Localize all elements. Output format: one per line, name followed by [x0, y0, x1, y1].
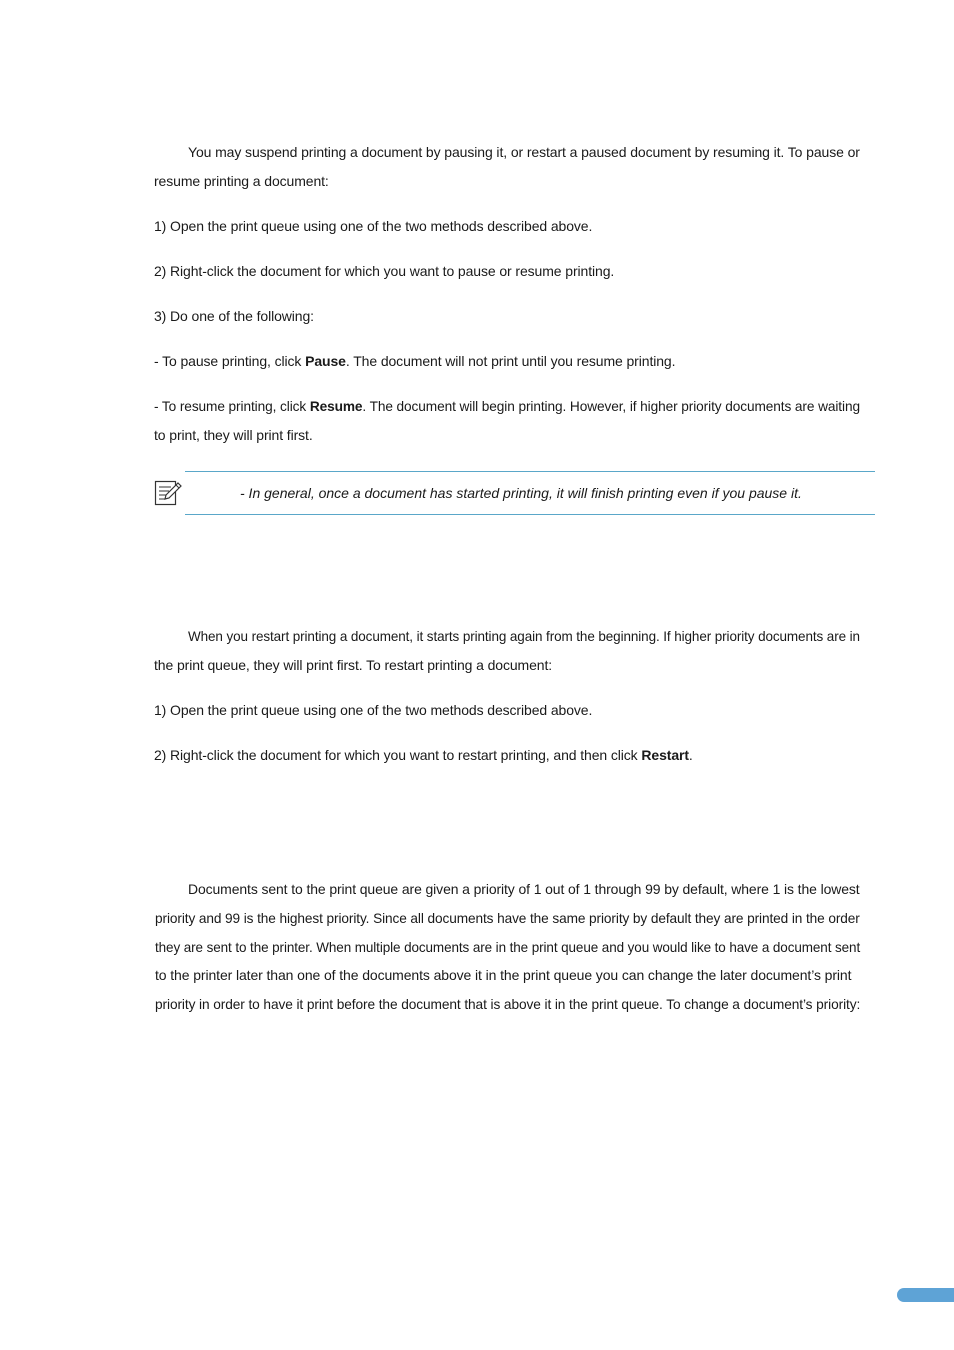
- pause-step-3: 3) Do one of the following:: [154, 308, 314, 324]
- priority-line-2: priority and 99 is the highest priority. Since all documents have the same priority by default they are printed in the order: [155, 910, 860, 926]
- restart-keyword: Restart: [641, 747, 689, 763]
- pause-keyword: Pause: [305, 353, 346, 369]
- priority-line-5: priority in order to have it print before the document that is above it in the print queue. To change a document’s priority:: [155, 996, 861, 1012]
- resume-instruction-line-2: to print, they will print first.: [154, 427, 313, 443]
- restart-step-1: 1) Open the print queue using one of the two methods described above.: [154, 702, 593, 718]
- pause-instruction-suffix: . The document will not print until you resume printing.: [345, 353, 676, 369]
- restart-step-2-suffix: .: [688, 747, 693, 763]
- pause-intro-line-2: resume printing a document:: [154, 173, 329, 189]
- priority-line-4: to the printer later than one of the documents above it in the print queue you can change the later document’s print: [155, 967, 852, 983]
- pause-instruction: [154, 352, 675, 370]
- restart-intro-line-1: When you restart printing a document, it starts printing again from the beginning. If higher priority documents are in: [188, 628, 860, 644]
- resume-instruction: [154, 397, 860, 415]
- resume-instruction-suffix: . The document will begin printing. However, if higher priority documents are waiting: [362, 398, 860, 414]
- resume-keyword: Resume: [309, 398, 363, 414]
- pause-instruction-prefix: - To pause printing, click: [154, 353, 306, 369]
- note-text: - In general, once a document has started printing, it will finish printing even if you pause it.: [240, 485, 802, 501]
- note-bottom-rule: [185, 514, 875, 515]
- pause-step-1: 1) Open the print queue using one of the two methods described above.: [154, 218, 593, 234]
- note-pencil-icon: [154, 479, 182, 507]
- priority-line-1: Documents sent to the print queue are given a priority of 1 out of 1 through 99 by default, where 1 is the lowest: [188, 881, 860, 897]
- pause-step-2: 2) Right-click the document for which you want to pause or resume printing.: [154, 263, 615, 279]
- page-number-tab: [897, 1288, 954, 1302]
- priority-line-3: they are sent to the printer. When multiple documents are in the print queue and you would like to have a document sent: [155, 939, 861, 955]
- pause-intro-line-1: You may suspend printing a document by pausing it, or restart a paused document by resuming it. To pause or: [188, 144, 860, 160]
- restart-intro-line-2: the print queue, they will print first. To restart printing a document:: [154, 657, 553, 673]
- restart-step-2: [154, 746, 693, 764]
- restart-step-2-prefix: 2) Right-click the document for which you want to restart printing, and then click: [154, 747, 642, 763]
- resume-instruction-prefix: - To resume printing, click: [154, 398, 310, 414]
- note-top-rule: [185, 471, 875, 472]
